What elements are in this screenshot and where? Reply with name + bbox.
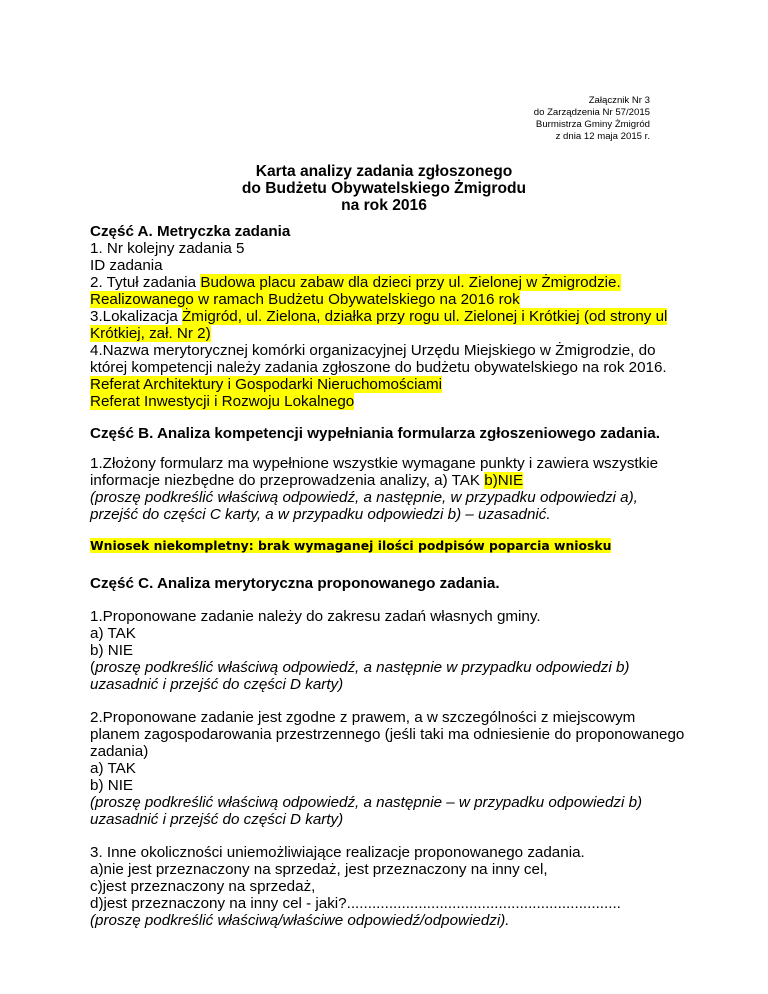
q1-option-b: b) NIE	[90, 642, 134, 659]
q1-instruction-paren: (	[90, 659, 96, 676]
q2-line-1: 2.Proponowane zadanie jest zgodne z prawem, a w szczególności z miejscowym	[90, 709, 636, 726]
annex-line-4: z dnia 12 maja 2015 r.	[555, 131, 650, 142]
annex-line-2: do Zarządzenia Nr 57/2015	[533, 107, 650, 118]
location-value-cont: Krótkiej, zał. Nr 2)	[90, 325, 211, 342]
task-title-label: 2. Tytuł zadania	[90, 274, 201, 291]
q3-instruction: (proszę podkreślić właściwą/właściwe odpowiedź/odpowiedzi).	[90, 912, 510, 929]
q1-instruction-line-2: uzasadnić i przejść do części D karty)	[90, 676, 344, 693]
part-b-heading: Część B. Analiza kompetencji wypełniania formularza zgłoszeniowego zadania.	[90, 425, 660, 442]
form-question-text: informacje niezbędne do przeprowadzenia analizy, a) TAK	[90, 472, 485, 489]
form-instruction-line-1: (proszę podkreślić właściwą odpowiedź, a następnie, w przypadku odpowiedzi a),	[90, 489, 638, 506]
q2-instruction-line-1: (proszę podkreślić właściwą odpowiedź, a następnie – w przypadku odpowiedzi b)	[90, 794, 643, 811]
q2-line-3: zadania)	[90, 743, 149, 760]
page-title-line-1: Karta analizy zadania zgłoszonego	[255, 163, 513, 180]
q2-instruction-line-2: uzasadnić i przejść do części D karty)	[90, 811, 344, 828]
q2-option-b: b) NIE	[90, 777, 134, 794]
q3-text: 3. Inne okoliczności uniemożliwiające realizacje proponowanego zadania.	[90, 844, 585, 861]
unit-question-line-2: której kompetencji należy zadania zgłoszone do budżetu obywatelskiego na rok 2016.	[90, 359, 667, 376]
q2-line-2: planem zagospodarowania przestrzennego (jeśli taki ma odniesienie do proponowanego	[90, 726, 685, 743]
annex-line-3: Burmistrza Gminy Żmigród	[535, 119, 650, 130]
location-line-2	[90, 325, 211, 343]
task-title-line-1	[90, 274, 621, 292]
unit-answer-value-1: Referat Architektury i Gospodarki Nieruchomościami	[90, 376, 442, 393]
task-number: 1. Nr kolejny zadania 5	[90, 240, 245, 257]
part-a-heading: Część A. Metryczka zadania	[90, 223, 291, 240]
task-title-value: Budowa placu zabaw dla dzieci przy ul. Zielonej w Żmigrodzie.	[200, 274, 621, 291]
task-title-line-2	[90, 291, 520, 309]
q3-option-c: c)jest przeznaczony na sprzedaż,	[90, 878, 316, 895]
q1-option-a: a) TAK	[90, 625, 136, 642]
page-title-line-3: na rok 2016	[341, 197, 427, 214]
q3-option-d: d)jest przeznaczony na inny cel - jaki?.................................................................	[90, 895, 621, 912]
location-value: Żmigród, ul. Zielona, działka przy rogu ul. Zielonej i Krótkiej (od strony ul	[182, 308, 668, 325]
unit-answer-value-2: Referat Inwestycji i Rozwoju Lokalnego	[90, 393, 355, 410]
form-question-line-1: 1.Złożony formularz ma wypełnione wszystkie wymagane punkty i zawiera wszystkie	[90, 455, 659, 472]
q3-option-a: a)nie jest przeznaczony na sprzedaż, jest przeznaczony na inny cel,	[90, 861, 548, 878]
location-label: 3.Lokalizacja	[90, 308, 183, 325]
q2-option-a: a) TAK	[90, 760, 136, 777]
form-answer: b)NIE	[484, 472, 524, 489]
q1-text: 1.Proponowane zadanie należy do zakresu zadań własnych gminy.	[90, 608, 541, 625]
page-title-line-2: do Budżetu Obywatelskiego Żmigrodu	[241, 180, 527, 197]
conclusion	[90, 537, 611, 555]
task-title-value-cont: Realizowanego w ramach Budżetu Obywatelskiego na 2016 rok	[90, 291, 520, 308]
location-line-1	[90, 308, 667, 326]
task-id: ID zadania	[90, 257, 163, 274]
part-c-heading: Część C. Analiza merytoryczna proponowanego zadania.	[90, 575, 500, 592]
unit-answer-2	[90, 393, 354, 411]
conclusion-text: Wniosek niekompletny: brak wymaganej ilości podpisów poparcia wniosku	[90, 538, 612, 553]
form-instruction-line-2: przejść do części C karty, a w przypadku odpowiedzi b) – uzasadnić.	[90, 506, 551, 523]
unit-question-line-1: 4.Nazwa merytorycznej komórki organizacyjnej Urzędu Miejskiego w Żmigrodzie, do	[90, 342, 656, 359]
form-question-line-2	[90, 472, 523, 490]
unit-answer-1	[90, 376, 442, 394]
q1-instruction-text: proszę podkreślić właściwą odpowiedź, a następnie w przypadku odpowiedzi b)	[95, 659, 630, 676]
annex-line-1: Załącznik Nr 3	[588, 95, 650, 106]
q1-instruction-line-1	[90, 659, 629, 677]
